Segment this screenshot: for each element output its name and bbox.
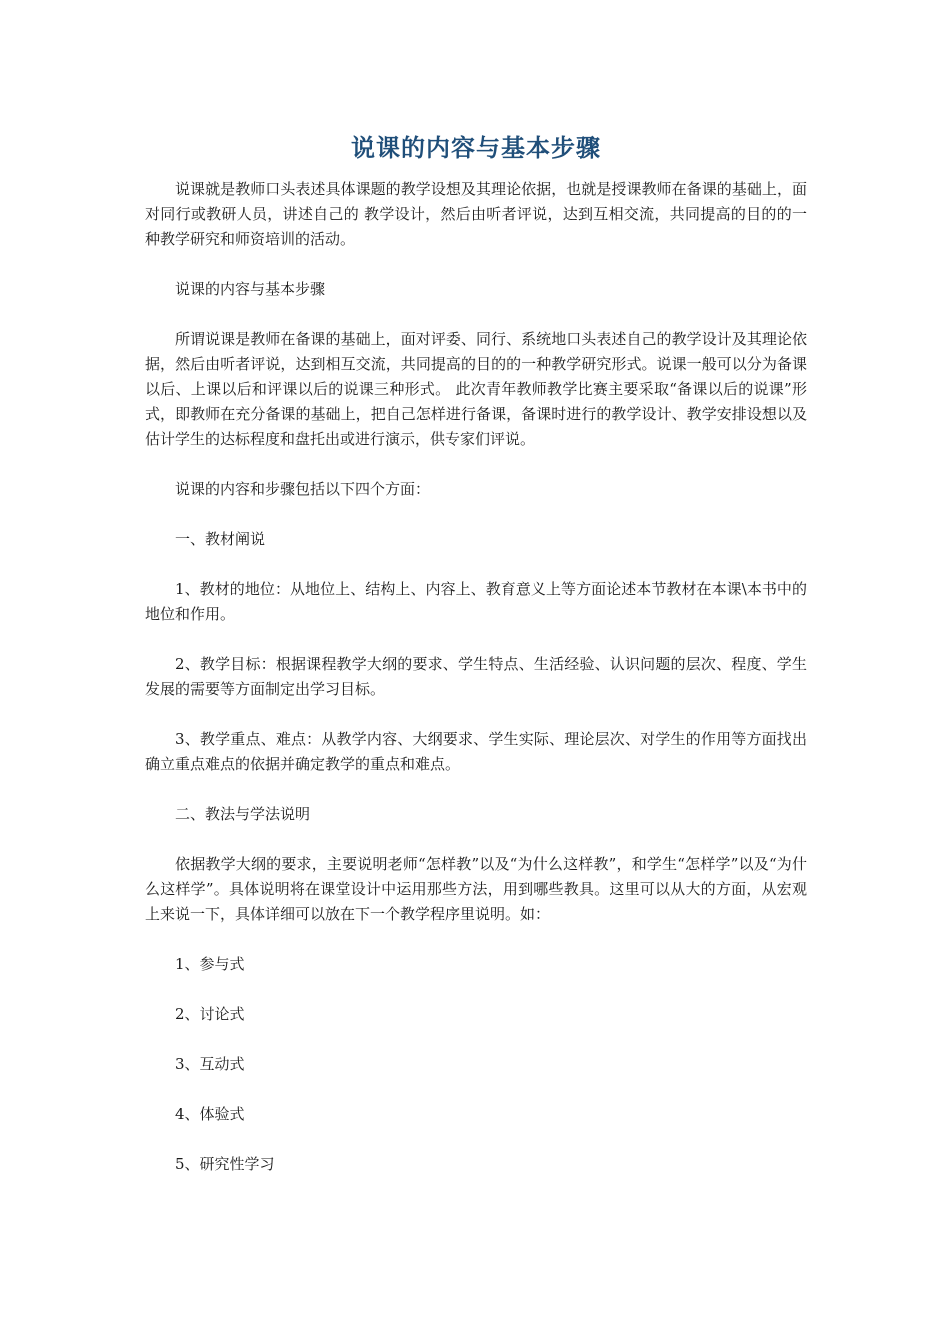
section-heading: 说课的内容与基本步骤: [175, 280, 326, 298]
list-item: 3、互动式: [175, 1055, 245, 1073]
page-title: 说课的内容与基本步骤: [351, 134, 601, 162]
methods-paragraph: 依据教学大纲的要求，主要说明老师“怎样教”以及“为什么这样教”，和学生“怎样学”以及“为什么这样学”。具体说明将在课堂设计中运用那些方法，用到哪些教具。这里可以从大的方面，从宏观上来说一下，具体详细可以放在下一个教学程序里说明。如：: [145, 855, 807, 923]
teaching-goals-paragraph: 2、教学目标：根据课程教学大纲的要求、学生特点、生活经验、认识问题的层次、程度、学生发展的需要等方面制定出学习目标。: [145, 655, 807, 698]
aspects-intro: 说课的内容和步骤包括以下四个方面：: [175, 480, 431, 498]
list-item: 4、体验式: [175, 1105, 245, 1123]
textbook-position-paragraph: 1、教材的地位：从地位上、结构上、内容上、教育意义上等方面论述本节教材在本课\本书中的地位和作用。: [145, 580, 807, 623]
section-heading-textbook: 一、教材阐说: [175, 530, 266, 548]
section-heading-methods: 二、教法与学法说明: [175, 805, 311, 823]
key-points-paragraph: 3、教学重点、难点：从教学内容、大纲要求、学生实际、理论层次、对学生的作用等方面找出确立重点难点的依据并确定教学的重点和难点。: [145, 730, 807, 773]
intro-paragraph: 说课就是教师口头表述具体课题的教学设想及其理论依据，也就是授课教师在备课的基础上，面对同行或教研人员，讲述自己的 教学设计，然后由听者评说，达到互相交流，共同提高的目的的一种教学研究和师资培训的活动。: [145, 180, 807, 248]
list-item: 1、参与式: [175, 955, 245, 973]
document-body: [145, 177, 807, 1177]
document-page: [145, 128, 807, 1202]
definition-paragraph: 所谓说课是教师在备课的基础上，面对评委、同行、系统地口头表述自己的教学设计及其理论依据，然后由听者评说，达到相互交流，共同提高的目的的一种教学研究形式。说课一般可以分为备课以后、上课以后和评课以后的说课三种形式。 此次青年教师教学比赛主要采取“备课以后的说课”形式，即教师在充分备课的基础上，把自己怎样进行备课，备课时进行的教学设计、教学安排设想以及估计学生的达标程度和盘托出或进行演示，供专家们评说。: [145, 330, 807, 448]
list-item: 5、研究性学习: [175, 1155, 275, 1173]
list-item: 2、讨论式: [175, 1005, 245, 1023]
